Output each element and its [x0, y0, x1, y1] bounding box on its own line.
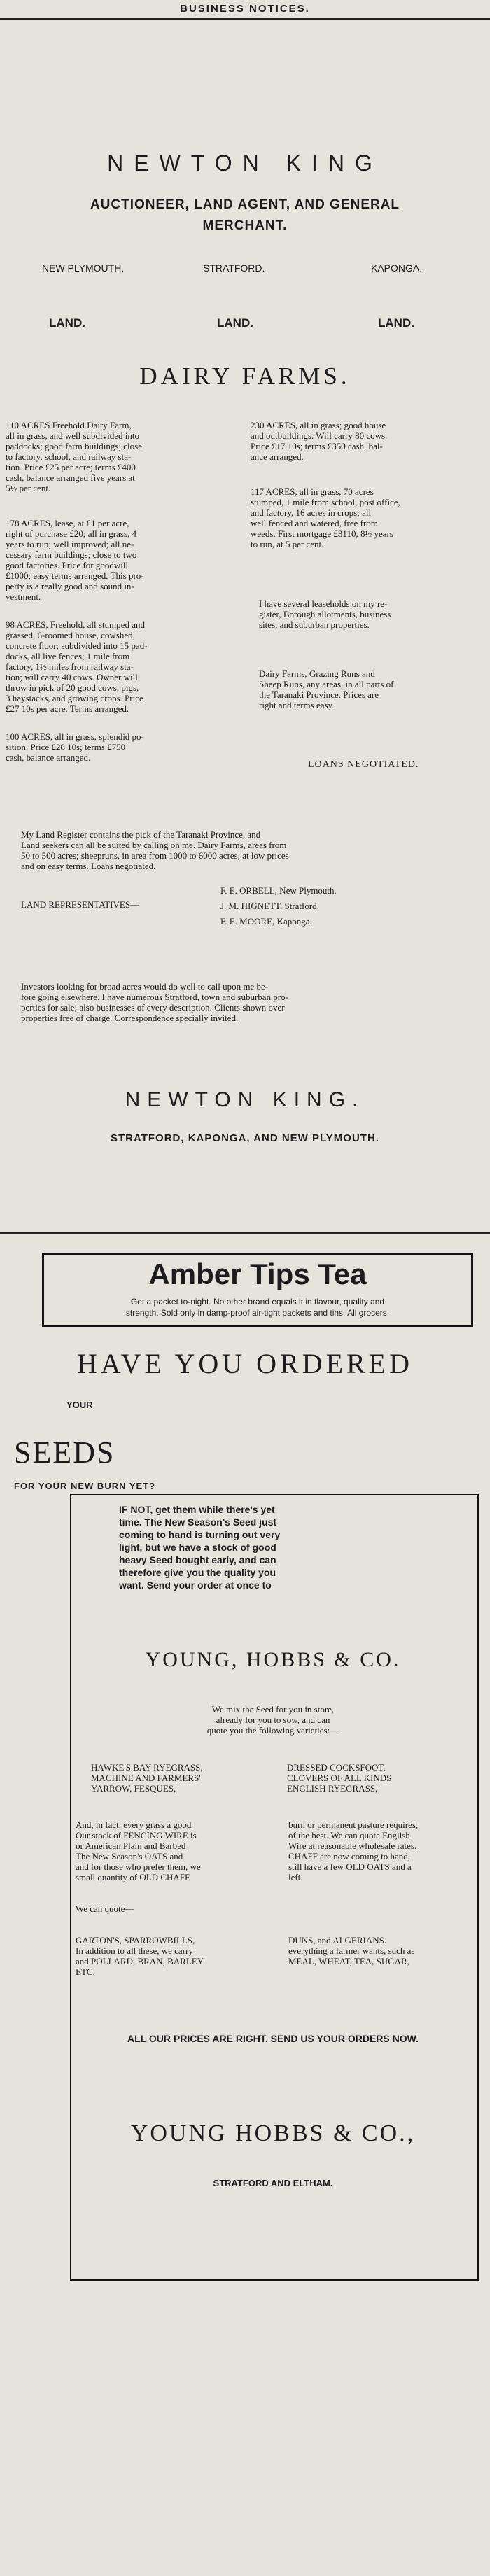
town-kaponga: KAPONGA. — [371, 262, 423, 274]
young-hobbs-signature: YOUNG HOBBS & CO., — [130, 2120, 416, 2146]
in-fact-right: burn or permanent pasture requires, of the best. We can quote English Wire at reasonable wholesale rates. CHAFF are now coming to hand, still have a few OLD OATS and a left. — [288, 1820, 419, 1882]
rep-moore: F. E. MOORE, Kaponga. — [220, 916, 312, 927]
land-label-1: LAND. — [49, 316, 85, 330]
varieties-left: HAWKE'S BAY RYEGRASS, MACHINE AND FARMERS' YARROW, FESQUES, — [91, 1762, 203, 1794]
town-stratford: STRATFORD. — [203, 262, 265, 274]
occupation-line: AUCTIONEER, LAND AGENT, AND GENERAL — [90, 197, 400, 212]
land-label-3: LAND. — [378, 316, 414, 330]
town-new-plymouth: NEW PLYMOUTH. — [42, 262, 125, 274]
goods-right: DUNS, and ALGERIANS. everything a farmer wants, such as MEAL, WHEAT, TEA, SUGAR, — [288, 1935, 415, 1966]
listing-98-acres: 98 ACRES, Freehold, all stumped and grassed, 6-roomed house, cowshed, concrete floor; subdivided into 15 pad- docks, all live fences; 1 mile from factory, 1½ miles from railway sta- tion; will carry 40 cows. Owner will throw in pick of 20 good cows, pigs, 3 haystacks, and growing crops. Price £27 10s per acre. Terms arranged. — [6, 619, 148, 714]
newton-king-signature: NEWTON KING. — [125, 1088, 365, 1111]
listing-110-acres: 110 ACRES Freehold Dairy Farm, all in grass, and well subdivided into paddocks; good farm buildings; close to factory, school, and railway sta- tion. Price £25 per acre; terms £400 cash, balance arranged five years at 5½ per cent. — [6, 420, 142, 493]
section-header: BUSINESS NOTICES. — [180, 3, 310, 15]
investors-paragraph: Investors looking for broad acres would do well to call upon me be- fore going elsewhere. I have numerous Stratford, town and suburban pro- perties for sale; also businesses of every description. Clients shown over properties free of charge. Correspondence specially invited. — [21, 981, 288, 1023]
amber-tips-title: Amber Tips Tea — [148, 1258, 367, 1290]
occupation-line-2: MERCHANT. — [202, 218, 288, 233]
dairy-farms-heading: DAIRY FARMS. — [139, 363, 351, 390]
listing-178-acres: 178 ACRES, lease, at £1 per acre, right of purchase £20; all in grass, 4 years to run; well improved; all ne- cessary farm buildings; close to two good factories. Price for goodwill £1000; easy terms arranged. This pro- perty is a really good and sound in- vestment. — [6, 518, 144, 602]
company-name: YOUNG, HOBBS & CO. — [145, 1648, 401, 1671]
amber-tips-text-1: Get a packet to-night. No other brand equals it in flavour, quality and — [130, 1297, 385, 1307]
we-can-quote: We can quote— — [76, 1903, 134, 1914]
land-label-2: LAND. — [217, 316, 253, 330]
loans-negotiated: LOANS NEGOTIATED. — [308, 759, 419, 770]
amber-tips-advert — [42, 1253, 473, 1327]
advertiser-name: NEWTON KING — [107, 150, 383, 176]
newton-king-towns: STRATFORD, KAPONGA, AND NEW PLYMOUTH. — [111, 1132, 379, 1144]
young-hobbs-towns: STRATFORD AND ELTHAM. — [213, 2178, 333, 2188]
land-representatives-label: LAND REPRESENTATIVES— — [21, 899, 140, 910]
new-burn-line: FOR YOUR NEW BURN YET? — [14, 1481, 156, 1491]
rep-orbell: F. E. ORBELL, New Plymouth. — [220, 885, 337, 896]
prices-line: ALL OUR PRICES ARE RIGHT. SEND US YOUR ORDERS NOW. — [127, 2033, 419, 2044]
seed-notice-box — [70, 1494, 479, 2281]
dairy-runs-note: Dairy Farms, Grazing Runs and Sheep Runs, any areas, in all parts of the Taranaki Province. Prices are right and terms easy. — [259, 668, 394, 710]
rep-hignett: J. M. HIGNETT, Stratford. — [220, 901, 319, 911]
in-fact-left: And, in fact, every grass a good Our stock of FENCING WIRE is or American Plain and Barbed The New Season's OATS and and for those who prefer them, we small quantity of OLD CHAFF — [76, 1820, 201, 1882]
listing-230-acres: 230 ACRES, all in grass; good house and outbuildings. Will carry 80 cows. Price £17 10s; terms £350 cash, bal- ance arranged. — [251, 420, 388, 462]
seeds-heading: SEEDS — [14, 1435, 115, 1470]
land-register-paragraph: My Land Register contains the pick of the Taranaki Province, and Land seekers can all be suited by calling on me. Dairy Farms, areas from 50 to 500 acres; sheepruns, in area from 1000 to 6000 acres, at low prices and on easy terms. Loans negotiated. — [21, 829, 289, 871]
seed-notice-text: IF NOT, get them while there's yet time. The New Season's Seed just coming to hand is turning out very light, but we have a stock of good heavy Seed bought early, and can therefore give you the quality you want. Send your order at once to — [119, 1504, 281, 1591]
amber-tips-text-2: strength. Sold only in damp-proof air-tight packets and tins. All grocers. — [125, 1308, 390, 1318]
your-label: YOUR — [66, 1400, 93, 1410]
mix-seed-intro: We mix the Seed for you in store, already for you to sow, and can quote you the following varieties:— — [206, 1704, 340, 1736]
have-you-ordered-headline: HAVE YOU ORDERED — [77, 1348, 413, 1379]
advert-divider — [0, 1232, 490, 1234]
goods-left: GARTON'S, SPARROWBILLS, In addition to all these, we carry and POLLARD, BRAN, BARLEY ETC. — [76, 1935, 204, 1977]
listing-117-acres: 117 ACRES, all in grass, 70 acres stumped, 1 mile from school, post office, and factory, 16 acres in crops; all well fenced and watered, free from weeds. First mortgage £3110, 8½ years to run, at 5 per cent. — [251, 486, 400, 549]
leaseholds-note: I have several leaseholds on my re- gister, Borough allotments, business sites, and suburban properties. — [259, 598, 391, 630]
varieties-right: DRESSED COCKSFOOT, CLOVERS OF ALL KINDS ENGLISH RYEGRASS, — [287, 1762, 392, 1794]
listing-100-acres: 100 ACRES, all in grass, splendid po- sition. Price £28 10s; terms £750 cash, balance arranged. — [6, 731, 144, 763]
header-rule — [0, 18, 490, 20]
